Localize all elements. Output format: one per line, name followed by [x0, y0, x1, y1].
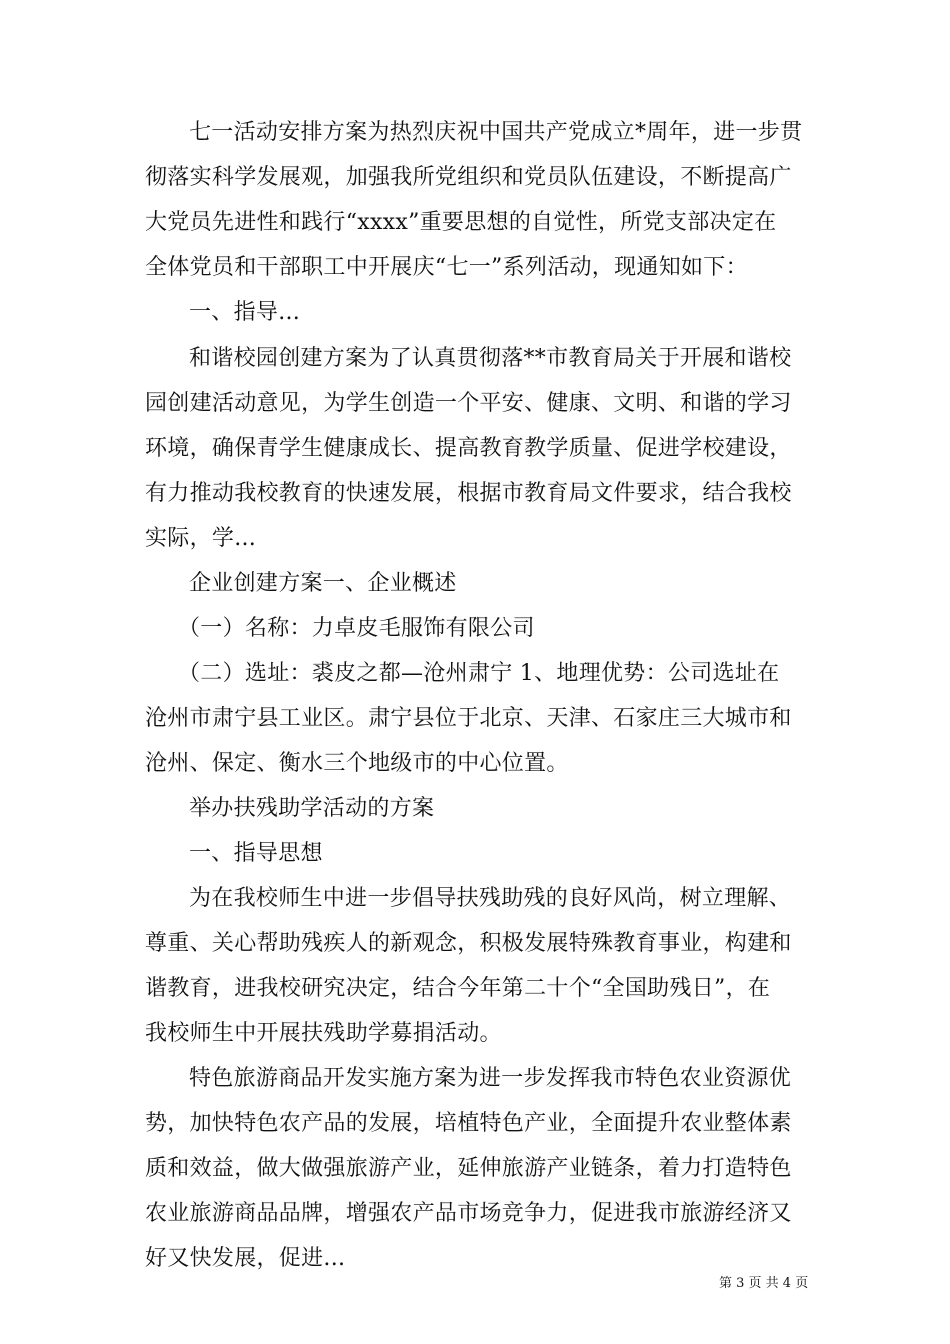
paragraph-line: 彻落实科学发展观，加强我所党组织和党员队伍建设，不断提高广 — [145, 165, 792, 190]
paragraph-line: 势，加快特色农产品的发展，培植特色产业，全面提升农业整体素 — [145, 1111, 792, 1136]
page-number: 第 3 页 共 4 页 — [719, 1276, 809, 1291]
section-heading: 举办扶残助学活动的方案 — [189, 796, 435, 821]
paragraph-line: 为在我校师生中进一步倡导扶残助残的良好风尚，树立理解、 — [189, 886, 792, 911]
section-heading: 一、指导思想 — [189, 841, 323, 866]
paragraph-line: 园创建活动意见，为学生创造一个平安、健康、文明、和谐的学习 — [145, 391, 792, 416]
paragraph-line: 谐教育，进我校研究决定，结合今年第二十个“全国助残日”，在 — [145, 976, 771, 1001]
paragraph-line: 好又快发展，促进... — [145, 1246, 346, 1271]
section-heading: 一、指导... — [189, 300, 301, 325]
section-heading: 企业创建方案一、企业概述 — [189, 571, 457, 596]
paragraph-line: 农业旅游商品品牌，增强农产品市场竞争力，促进我市旅游经济又 — [145, 1201, 792, 1226]
paragraph-line: 环境，确保青学生健康成长、提高教育教学质量、促进学校建设， — [145, 436, 792, 461]
paragraph-line: 七一活动安排方案为热烈庆祝中国共产党成立*周年，进一步贯 — [189, 120, 803, 145]
paragraph-line: 实际，学... — [145, 526, 257, 551]
paragraph-line: 尊重、关心帮助残疾人的新观念，积极发展特殊教育事业，构建和 — [145, 931, 792, 956]
paragraph-line: （一）名称：力卓皮毛服饰有限公司 — [178, 616, 535, 641]
paragraph-line: 质和效益，做大做强旅游产业，延伸旅游产业链条，着力打造特色 — [145, 1156, 792, 1181]
paragraph-line: 沧州市肃宁县工业区。肃宁县位于北京、天津、石家庄三大城市和 — [145, 706, 792, 731]
paragraph-line: 我校师生中开展扶残助学募捐活动。 — [145, 1021, 502, 1046]
paragraph-line: 沧州、保定、衡水三个地级市的中心位置。 — [145, 751, 569, 776]
paragraph-line: 有力推动我校教育的快速发展，根据市教育局文件要求，结合我校 — [145, 481, 792, 506]
paragraph-line: 特色旅游商品开发实施方案为进一步发挥我市特色农业资源优 — [189, 1066, 792, 1091]
paragraph-line: （二）选址：裘皮之都—沧州肃宁 1、地理优势：公司选址在 — [178, 661, 780, 686]
paragraph-line: 和谐校园创建方案为了认真贯彻落**市教育局关于开展和谐校 — [189, 346, 792, 371]
paragraph-line: 大党员先进性和践行“xxxx”重要思想的自觉性，所党支部决定在 — [145, 210, 777, 235]
paragraph-line: 全体党员和干部职工中开展庆“七一”系列活动，现通知如下： — [145, 255, 748, 280]
